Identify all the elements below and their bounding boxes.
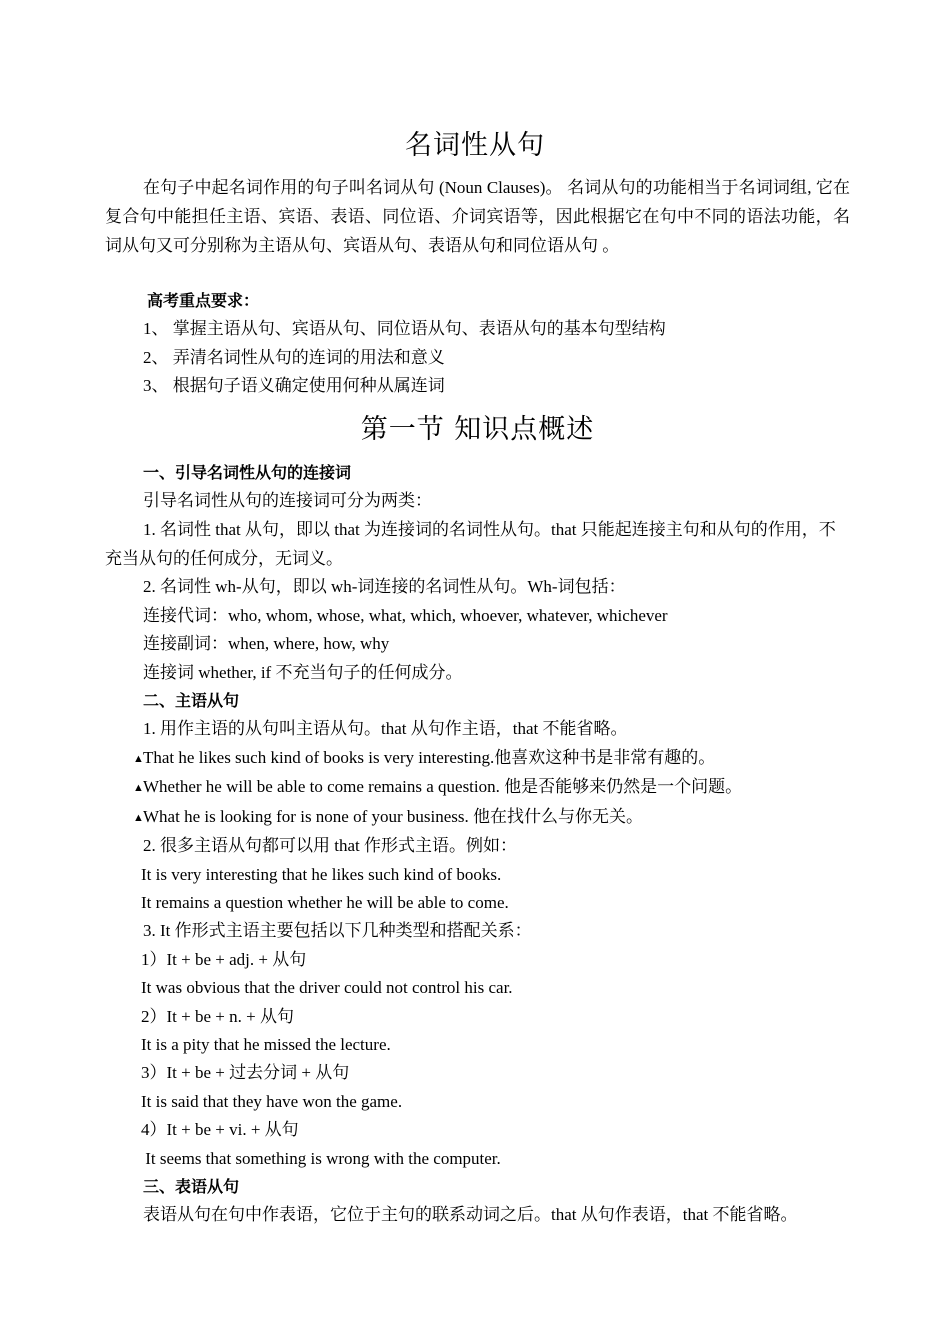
part2-line: 1）It + be + adj. + 从句 xyxy=(141,949,307,969)
part3-line: 表语从句在句中作表语，它位于主句的联系动词之后。that 从句作表语，that 不能省略。 xyxy=(143,1205,798,1225)
part1-line: 连接副词：when, where, how, why xyxy=(143,634,390,654)
part2-line: It remains a question whether he will be able to come. xyxy=(141,892,509,912)
section-title: 第一节 知识点概述 xyxy=(360,413,595,445)
part1-heading: 一、引导名词性从句的连接词 xyxy=(143,462,352,482)
part2-line: 1. 用作主语的从句叫主语从句。that 从句作主语，that 不能省略。 xyxy=(143,719,628,739)
requirement-item: 3、 根据句子语义确定使用何种从属连词 xyxy=(143,376,445,396)
part3-heading: 三、表语从句 xyxy=(143,1176,240,1196)
example-line xyxy=(105,773,850,802)
requirement-item: 2、 弄清名词性从句的连词的用法和意义 xyxy=(143,347,445,367)
requirements-heading: 高考重点要求： xyxy=(147,291,260,310)
part2-line: 2. 很多主语从句都可以用 that 作形式主语。例如： xyxy=(143,836,517,856)
bullet-triangle-icon: ▲ xyxy=(133,782,144,795)
part2-line: 2）It + be + n. + 从句 xyxy=(141,1006,294,1026)
intro-paragraph: 在句子中起名词作用的句子叫名词从句 (Noun Clauses)。 名词从句的功能相当于名词词组, 它在复合句中能担任主语、宾语、表语、同位语、介词宾语等，因此根据它在句中不同的语法功能，名词从句又可分别称为主语从句、宾语从句、表语从句和同位语从句 。 xyxy=(105,178,850,255)
part2-line: It is said that they have won the game. xyxy=(141,1091,403,1111)
part1-line: 连接代词：who, whom, whose, what, which, whoever, whatever, whichever xyxy=(143,605,668,625)
part1-line: 2. 名词性 wh-从句，即以 wh-词连接的名词性从句。Wh-词包括： xyxy=(143,577,626,597)
part2-line: It seems that something is wrong with the computer. xyxy=(141,1148,501,1168)
content-flow xyxy=(105,287,850,1230)
example-line xyxy=(105,803,850,832)
part2-line: 3. It 作形式主语主要包括以下几种类型和搭配关系： xyxy=(143,921,532,941)
page-title: 名词性从句 xyxy=(405,130,545,161)
part2-line: 4）It + be + vi. + 从句 xyxy=(141,1120,299,1140)
example-text: Whether he will be able to come remains a question. 他是否能够来仍然是一个问题。 xyxy=(143,777,743,797)
part1-line: 引导名词性从句的连接词可分为两类： xyxy=(143,491,432,511)
part1-line: 连接词 whether, if 不充当句子的任何成分。 xyxy=(143,662,463,682)
bullet-triangle-icon: ▲ xyxy=(133,811,144,824)
part2-line: 3）It + be + 过去分词 + 从句 xyxy=(141,1063,350,1083)
bullet-triangle-icon: ▲ xyxy=(133,752,144,765)
part2-heading: 二、主语从句 xyxy=(143,691,240,711)
part2-line: It is very interesting that he likes such kind of books. xyxy=(141,864,502,884)
requirement-item: 1、 掌握主语从句、宾语从句、同位语从句、表语从句的基本句型结构 xyxy=(143,319,666,339)
part2-line: It was obvious that the driver could not control his car. xyxy=(141,978,513,998)
example-text: That he likes such kind of books is very interesting.他喜欢这种书是非常有趣的。 xyxy=(143,747,716,767)
example-line xyxy=(105,744,850,773)
part1-line: 1. 名词性 that 从句，即以 that 为连接词的名词性从句。that 只能起连接主句和从句的作用，不充当从句的任何成分，无词义。 xyxy=(105,520,836,569)
part2-line: It is a pity that he missed the lecture. xyxy=(141,1034,391,1054)
example-text: What he is looking for is none of your business. 他在找什么与你无关。 xyxy=(143,806,644,826)
